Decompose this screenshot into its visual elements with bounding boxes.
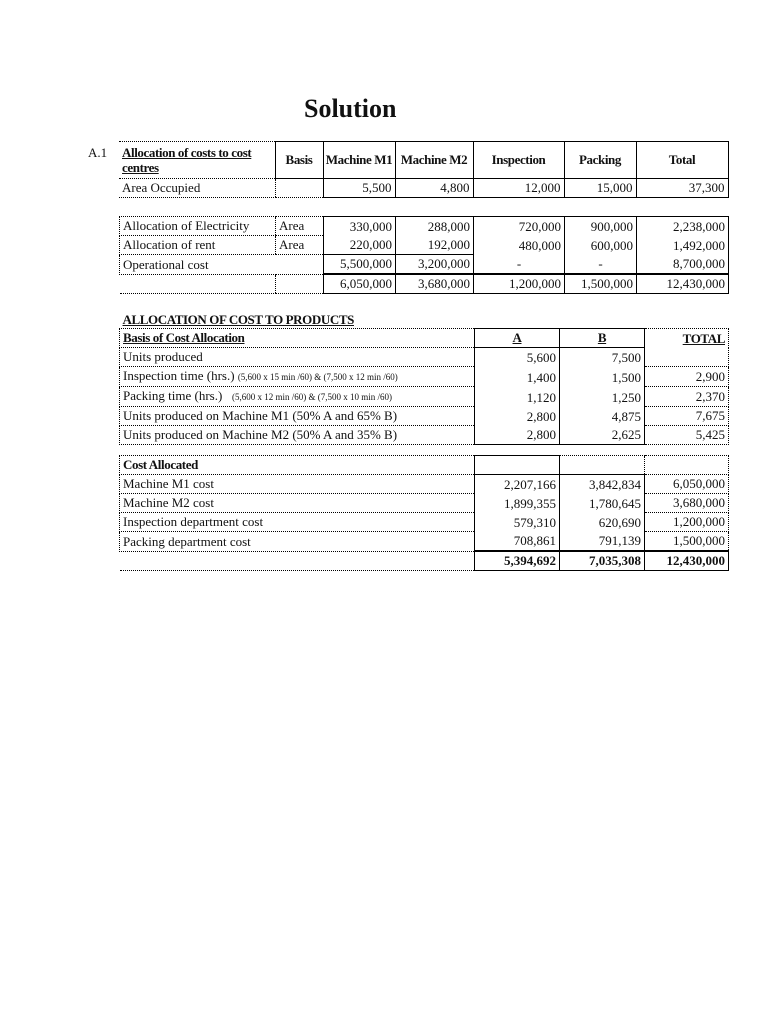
- cell-total: 2,238,000: [637, 217, 729, 236]
- table-row: [120, 494, 729, 513]
- row-label: Operational cost: [120, 255, 276, 275]
- cell-a: 708,861: [475, 532, 560, 552]
- header-machine-m2: Machine M2: [395, 142, 473, 179]
- empty-cell: [120, 274, 276, 294]
- cell-total: 1,500,000: [645, 532, 729, 552]
- cell-a: 579,310: [475, 513, 560, 532]
- section-title: ALLOCATION OF COST TO PRODUCTS: [122, 312, 354, 327]
- total-m2: 3,680,000: [396, 274, 474, 294]
- header-inspection: Inspection: [473, 142, 564, 179]
- section-header: Cost Allocated: [120, 456, 475, 475]
- cell-total: [645, 348, 729, 367]
- cost-centre-area-table: [119, 141, 729, 198]
- table-row: [120, 387, 729, 407]
- total-total: 12,430,000: [637, 274, 729, 294]
- cell-total: 8,700,000: [637, 255, 729, 275]
- total-a: 5,394,692: [475, 551, 560, 571]
- row-label: [120, 407, 475, 426]
- row-basis: [275, 179, 323, 198]
- cell-total: 2,370: [645, 387, 729, 407]
- total-b: 7,035,308: [560, 551, 645, 571]
- cell-total: 1,200,000: [645, 513, 729, 532]
- row-label: Machine M2 cost: [120, 494, 475, 513]
- cell-a: 2,207,166: [475, 475, 560, 494]
- row-label-text: Inspection time (hrs.): [123, 368, 235, 383]
- empty-cell: [120, 551, 475, 571]
- cell-inspection: 480,000: [474, 236, 565, 255]
- total-inspection: 1,200,000: [474, 274, 565, 294]
- cost-allocated-table: [119, 455, 729, 571]
- header-total: TOTAL: [645, 329, 729, 348]
- row-label-text: Units produced on Machine M2 (50% A and 35% B): [123, 427, 398, 442]
- cell-total: 6,050,000: [645, 475, 729, 494]
- cell-b: 1,500: [560, 367, 645, 387]
- cell-m2: 288,000: [396, 217, 474, 236]
- row-label: [120, 426, 475, 445]
- row-label: [120, 348, 475, 367]
- row-label: [120, 387, 475, 407]
- cell-b: 2,625: [560, 426, 645, 445]
- cell-m1: 220,000: [324, 236, 396, 255]
- row-label: Inspection department cost: [120, 513, 475, 532]
- cell-a: 2,800: [475, 407, 560, 426]
- empty-cell: [560, 456, 645, 475]
- row-label: [120, 367, 475, 387]
- empty-cell: [475, 456, 560, 475]
- cell-m2: 4,800: [395, 179, 473, 198]
- cell-packing: 15,000: [564, 179, 636, 198]
- row-label-text: Units produced: [123, 349, 203, 364]
- cell-b: 3,842,834: [560, 475, 645, 494]
- cell-b: 1,780,645: [560, 494, 645, 513]
- cell-total: 2,900: [645, 367, 729, 387]
- row-basis: [276, 255, 324, 275]
- table-row: [120, 532, 729, 552]
- row-note: (5,600 x 12 min /60) & (7,500 x 10 min /60): [232, 392, 393, 402]
- row-note: (5,600 x 15 min /60) & (7,500 x 12 min /60): [237, 372, 398, 382]
- header-b: B: [560, 329, 645, 348]
- total-m1: 6,050,000: [324, 274, 396, 294]
- cell-b: 620,690: [560, 513, 645, 532]
- cell-a: 5,600: [475, 348, 560, 367]
- header-a: A: [475, 329, 560, 348]
- cell-packing: -: [565, 255, 637, 275]
- cell-m2: 192,000: [396, 236, 474, 255]
- cell-packing: 600,000: [565, 236, 637, 255]
- cell-m1: 330,000: [324, 217, 396, 236]
- totals-row: [120, 274, 729, 294]
- cell-a: 1,120: [475, 387, 560, 407]
- cell-m2: 3,200,000: [396, 255, 474, 275]
- cell-b: 1,250: [560, 387, 645, 407]
- table-header-left: Allocation of costs to cost centres: [119, 142, 275, 179]
- table-row: [120, 475, 729, 494]
- header-total: Total: [636, 142, 728, 179]
- cell-inspection: -: [474, 255, 565, 275]
- header-machine-m1: Machine M1: [323, 142, 395, 179]
- cell-a: 1,899,355: [475, 494, 560, 513]
- header-basis-label: Basis of Cost Allocation: [120, 329, 475, 348]
- row-label: Allocation of rent: [120, 236, 276, 255]
- total-total: 12,430,000: [645, 551, 729, 571]
- row-label: Area Occupied: [119, 179, 275, 198]
- row-label-text: Units produced on Machine M1 (50% A and 65% B): [123, 408, 398, 423]
- cost-centre-allocation-table: [119, 216, 729, 294]
- row-basis: Area: [276, 217, 324, 236]
- table-row: [120, 367, 729, 387]
- empty-cell: [645, 456, 729, 475]
- table-row: [120, 236, 729, 255]
- table-row: [120, 217, 729, 236]
- table-row: [120, 255, 729, 275]
- cell-b: 7,500: [560, 348, 645, 367]
- cell-a: 1,400: [475, 367, 560, 387]
- cell-total: 37,300: [636, 179, 728, 198]
- row-label: Machine M1 cost: [120, 475, 475, 494]
- table-header-row: [120, 329, 729, 348]
- cell-packing: 900,000: [565, 217, 637, 236]
- cell-m1: 5,500,000: [324, 255, 396, 275]
- table-header-row: [120, 456, 729, 475]
- table-row: [120, 407, 729, 426]
- cell-total: 7,675: [645, 407, 729, 426]
- row-label-text: Packing time (hrs.): [123, 388, 223, 403]
- table-row: [120, 348, 729, 367]
- row-label: Packing department cost: [120, 532, 475, 552]
- cell-total: 1,492,000: [637, 236, 729, 255]
- table-row: [120, 426, 729, 445]
- cell-b: 791,139: [560, 532, 645, 552]
- totals-row: [120, 551, 729, 571]
- page-title: Solution: [304, 94, 397, 123]
- total-packing: 1,500,000: [565, 274, 637, 294]
- cell-total: 5,425: [645, 426, 729, 445]
- cell-b: 4,875: [560, 407, 645, 426]
- cell-m1: 5,500: [323, 179, 395, 198]
- header-basis: Basis: [275, 142, 323, 179]
- row-basis: Area: [276, 236, 324, 255]
- cell-inspection: 12,000: [473, 179, 564, 198]
- cell-total: 3,680,000: [645, 494, 729, 513]
- empty-cell: [276, 274, 324, 294]
- row-label: Allocation of Electricity: [120, 217, 276, 236]
- table-row: [120, 513, 729, 532]
- header-packing: Packing: [564, 142, 636, 179]
- table-row: [119, 179, 728, 198]
- cell-a: 2,800: [475, 426, 560, 445]
- product-allocation-basis-table: [119, 310, 729, 445]
- cell-inspection: 720,000: [474, 217, 565, 236]
- question-number: A.1: [88, 145, 108, 160]
